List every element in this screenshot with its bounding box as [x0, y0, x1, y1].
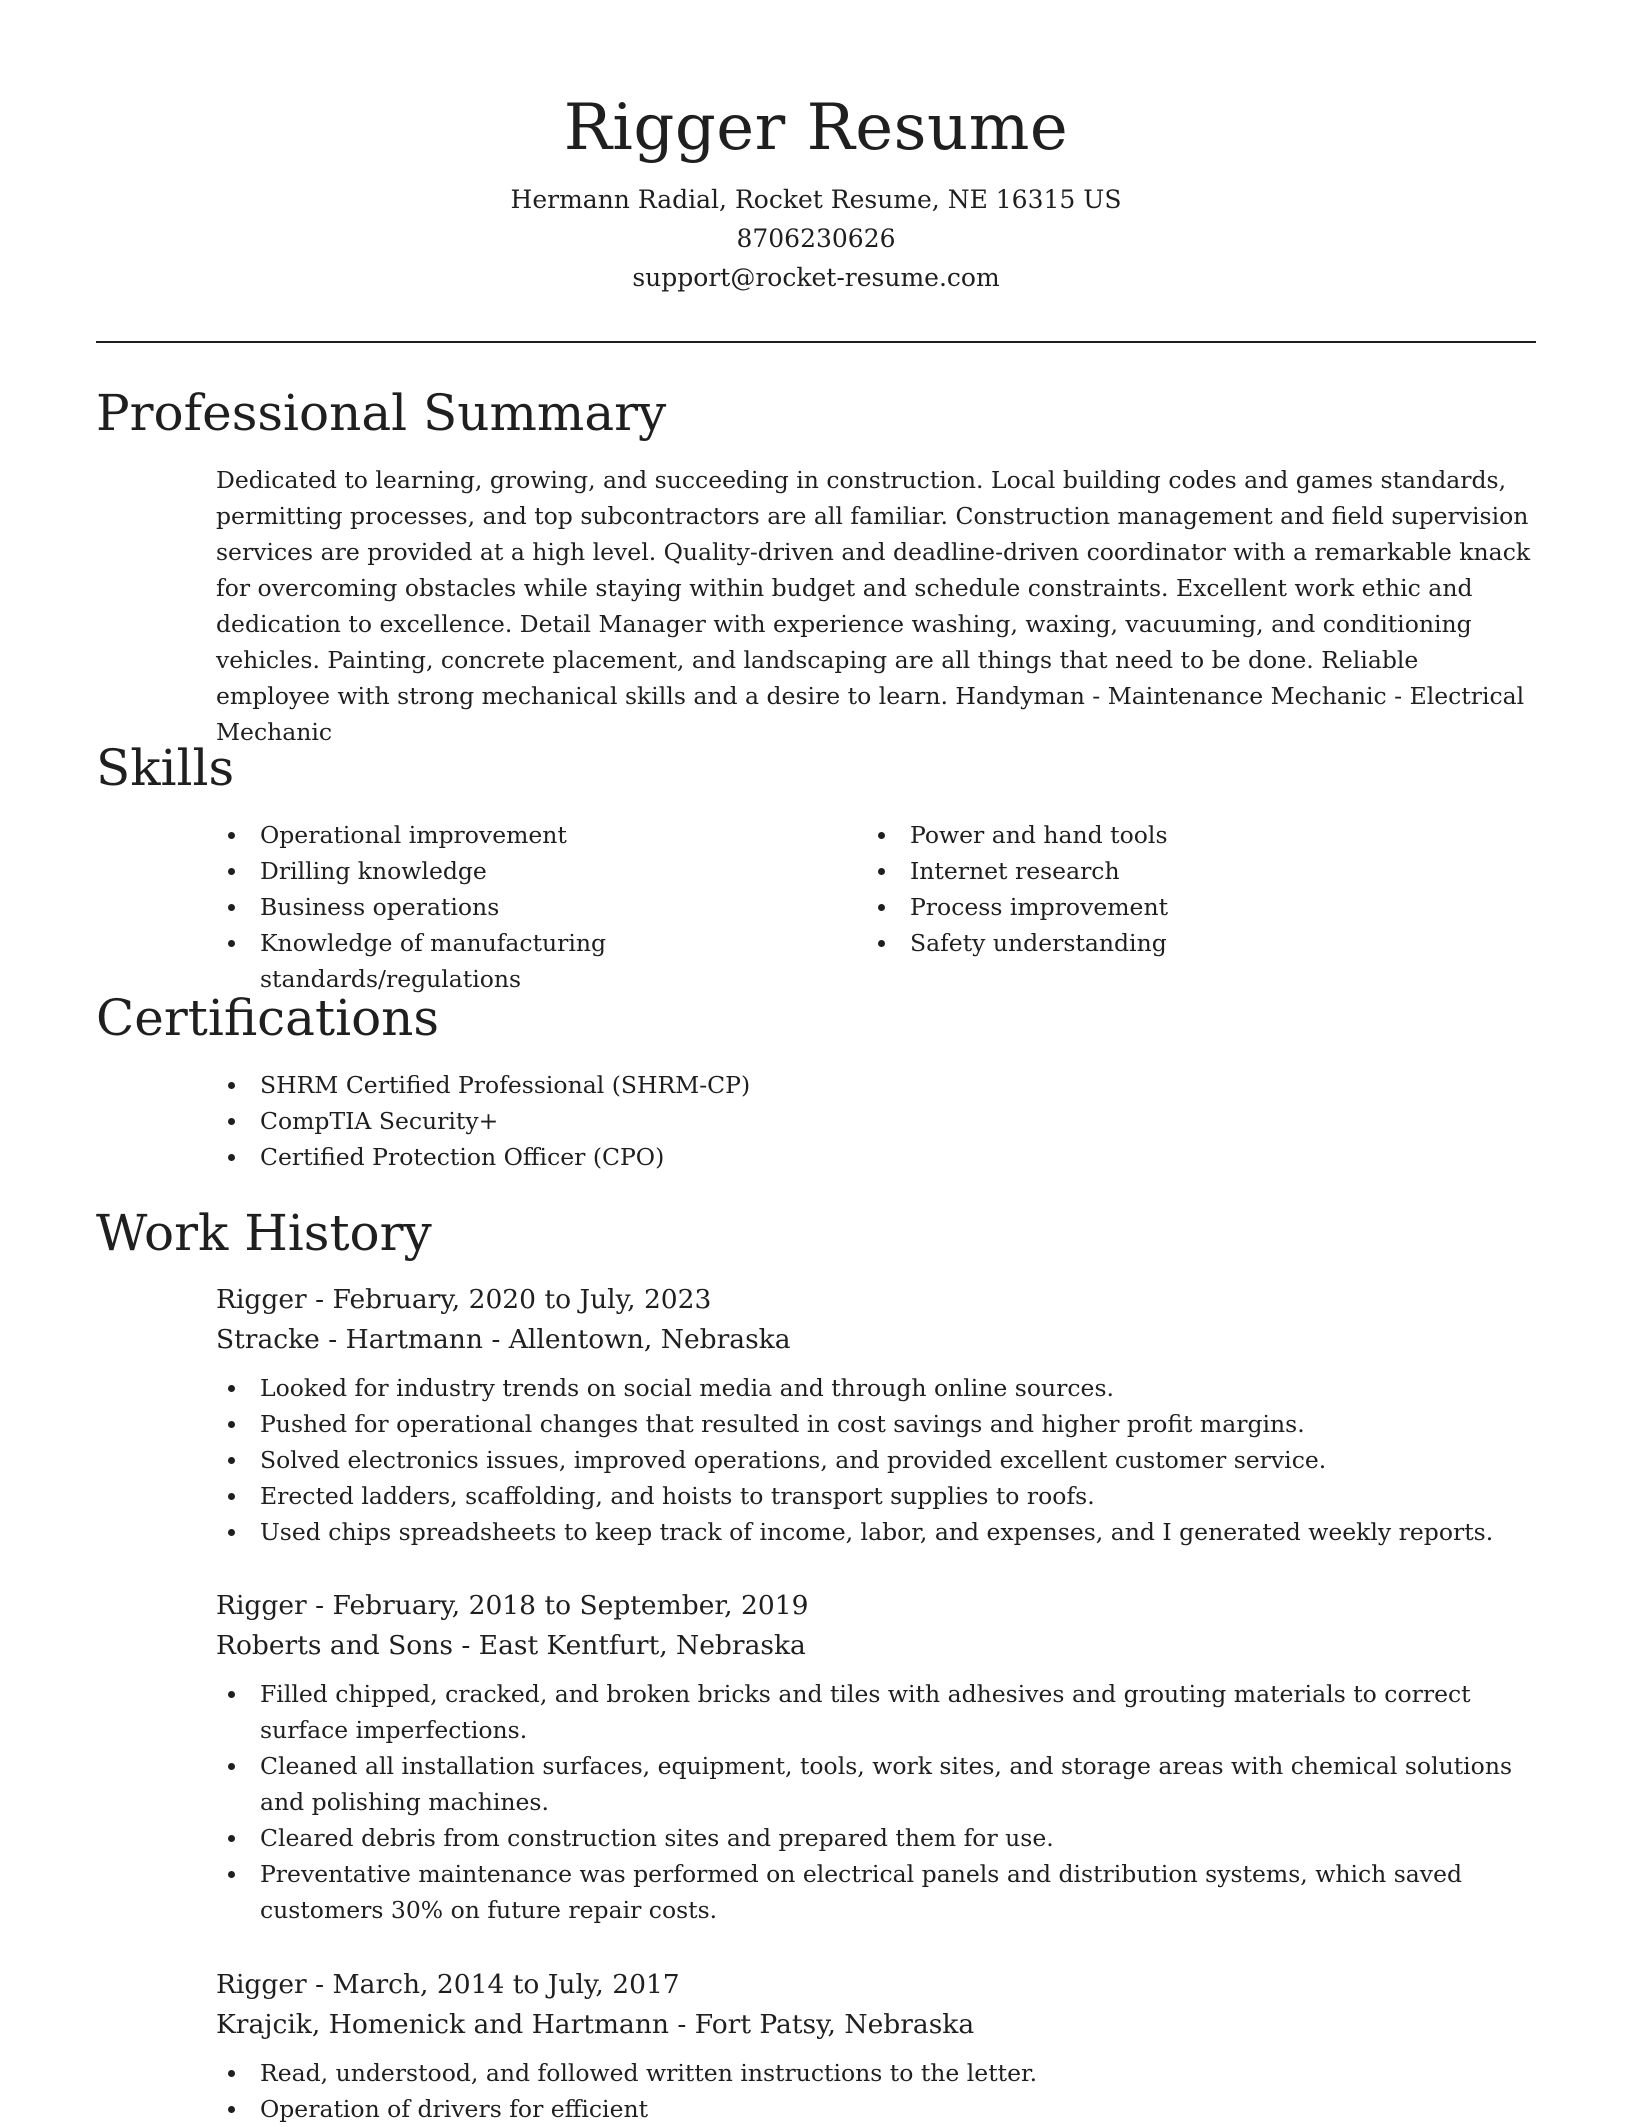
contact-block — [0, 180, 1632, 297]
resume-header — [0, 0, 1632, 297]
job-title-line: Rigger - February, 2018 to September, 2019 — [216, 1590, 809, 1621]
skill-item: Business operations — [216, 889, 866, 925]
skill-item: Process improvement — [866, 889, 1486, 925]
job-bullet: Operation of drivers for efficient — [216, 2091, 1536, 2127]
job-bullet: Erected ladders, scaffolding, and hoists to transport supplies to roofs. — [216, 1478, 1536, 1514]
skill-item: Power and hand tools — [866, 817, 1486, 853]
job-title-line: Rigger - March, 2014 to July, 2017 — [216, 1969, 680, 2000]
job-company-line: Krajcik, Homenick and Hartmann - Fort Patsy, Nebraska — [216, 2009, 975, 2040]
section-title-skills: Skills — [96, 739, 235, 797]
resume-title: Rigger Resume — [563, 91, 1069, 165]
certifications-list — [216, 1067, 1416, 1175]
job-entry — [216, 1965, 1536, 2127]
job-bullet: Preventative maintenance was performed on electrical panels and distribution systems, which saved customers 30% on future repair costs. — [216, 1856, 1536, 1928]
skills-list-right — [866, 817, 1486, 961]
job-bullets — [216, 1676, 1536, 1928]
section-title-work-history: Work History — [96, 1204, 432, 1262]
job-bullets — [216, 2055, 1536, 2127]
section-title-certifications: Certifications — [96, 989, 440, 1047]
header-divider — [96, 341, 1536, 343]
job-bullets — [216, 1370, 1536, 1550]
skills-list-left — [216, 817, 866, 997]
job-title-line: Rigger - February, 2020 to July, 2023 — [216, 1284, 712, 1315]
job-bullet: Cleaned all installation surfaces, equipment, tools, work sites, and storage areas with chemical solutions and polishing machines. — [216, 1748, 1536, 1820]
job-bullet: Filled chipped, cracked, and broken bricks and tiles with adhesives and grouting materials to correct surface imperfections. — [216, 1676, 1536, 1748]
skill-item: Safety understanding — [866, 925, 1486, 961]
contact-address: Hermann Radial, Rocket Resume, NE 16315 US — [510, 185, 1122, 214]
skill-item: Knowledge of manufacturing standards/regulations — [216, 925, 866, 997]
certification-item: Certified Protection Officer (CPO) — [216, 1139, 1416, 1175]
job-company-line: Stracke - Hartmann - Allentown, Nebraska — [216, 1324, 791, 1355]
job-bullet: Read, understood, and followed written instructions to the letter. — [216, 2055, 1536, 2091]
section-title-summary: Professional Summary — [96, 384, 667, 442]
contact-phone: 8706230626 — [736, 224, 896, 253]
contact-email: support@rocket-resume.com — [632, 263, 1000, 292]
skill-item: Operational improvement — [216, 817, 866, 853]
job-bullet: Solved electronics issues, improved operations, and provided excellent customer service. — [216, 1442, 1536, 1478]
job-bullet: Used chips spreadsheets to keep track of income, labor, and expenses, and I generated weekly reports. — [216, 1514, 1536, 1550]
job-company-line: Roberts and Sons - East Kentfurt, Nebraska — [216, 1630, 806, 1661]
job-bullet: Looked for industry trends on social media and through online sources. — [216, 1370, 1536, 1406]
skill-item: Drilling knowledge — [216, 853, 866, 889]
certification-item: SHRM Certified Professional (SHRM-CP) — [216, 1067, 1416, 1103]
certification-item: CompTIA Security+ — [216, 1103, 1416, 1139]
job-entry — [216, 1280, 1536, 1550]
job-bullet: Pushed for operational changes that resulted in cost savings and higher profit margins. — [216, 1406, 1536, 1442]
job-bullet: Cleared debris from construction sites and prepared them for use. — [216, 1820, 1536, 1856]
summary-text: Dedicated to learning, growing, and succeeding in construction. Local building codes and games standards, permitting processes, and top subcontractors are all familiar. Construction management and field supervision services are provided at a high level. Quality-driven and deadline-driven coordinator with a remarkable knack for overcoming obstacles while staying within budget and schedule constraints. Excellent work ethic and dedication to excellence. Detail Manager with experience washing, waxing, vacuuming, and conditioning vehicles. Painting, concrete placement, and landscaping are all things that need to be done. Reliable employee with strong mechanical skills and a desire to learn. Handyman - Maintenance Mechanic - Electrical Mechanic — [216, 466, 1531, 746]
job-entry — [216, 1586, 1536, 1928]
skill-item: Internet research — [866, 853, 1486, 889]
